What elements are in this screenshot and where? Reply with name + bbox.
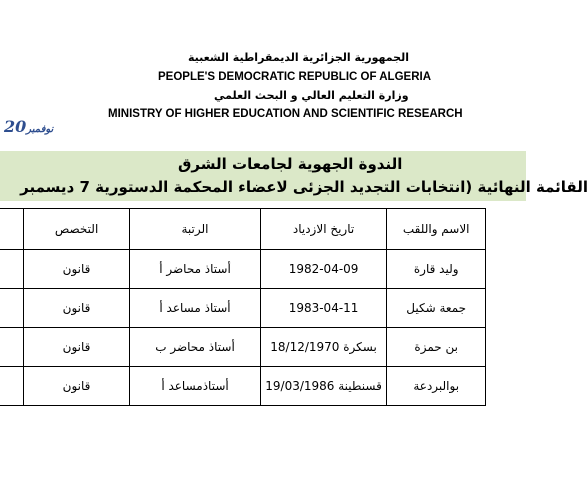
cell-name: بن حمزة bbox=[387, 328, 486, 367]
table-header-row bbox=[0, 209, 486, 250]
header-specialty: التخصص bbox=[23, 209, 130, 250]
republic-title-arabic: الجمهورية الجزائرية الديمقراطية الشعبية bbox=[188, 51, 409, 64]
cell-specialty: قانون bbox=[23, 328, 130, 367]
table-row bbox=[0, 367, 486, 406]
cell-name: بوالبردعة bbox=[387, 367, 486, 406]
cell-birth-date: 1982-04-09 bbox=[260, 250, 387, 289]
cell-name: جمعة شكيل bbox=[387, 289, 486, 328]
cell-specialty: قانون bbox=[23, 367, 130, 406]
ministry-title-arabic: وزارة التعليم العالي و البحث العلمي bbox=[214, 89, 409, 102]
cell-specialty: قانون bbox=[23, 289, 130, 328]
cell-birth-date: بسكرة 18/12/1970 bbox=[260, 328, 387, 367]
banner-title-line2: القائمة النهائية (انتخابات التجديد الجزئى لاعضاء المحكمة الدستورية 7 ديسمبر bbox=[20, 178, 588, 196]
table-row bbox=[0, 289, 486, 328]
header-name: الاسم واللقب bbox=[387, 209, 486, 250]
cell-rank: أستاذمساعد أ bbox=[130, 367, 260, 406]
table-row bbox=[0, 250, 486, 289]
cell-name: وليد قارة bbox=[387, 250, 486, 289]
cell-extra bbox=[0, 367, 23, 406]
date-day: 20 bbox=[4, 117, 27, 136]
header-extra bbox=[0, 209, 23, 250]
banner-title-line1: الندوة الجهوية لجامعات الشرق bbox=[178, 155, 403, 173]
date-month: نوفمبر bbox=[26, 124, 54, 135]
cell-rank: أستاذ محاضر أ bbox=[130, 250, 260, 289]
cell-birth-date: 1983-04-11 bbox=[260, 289, 387, 328]
ministry-title-english: MINISTRY OF HIGHER EDUCATION AND SCIENTIFIC RESEARCH bbox=[108, 108, 463, 120]
date-fragment bbox=[0, 117, 53, 136]
cell-extra bbox=[0, 250, 23, 289]
title-banner bbox=[0, 151, 588, 201]
cell-rank: أستاذ مساعد أ bbox=[130, 289, 260, 328]
table-row bbox=[0, 328, 486, 367]
candidates-table bbox=[0, 208, 486, 406]
cell-birth-date: قسنطينة 19/03/1986 bbox=[260, 367, 387, 406]
cell-extra bbox=[0, 328, 23, 367]
cell-extra bbox=[0, 289, 23, 328]
cell-rank: أستاذ محاضر ب bbox=[130, 328, 260, 367]
cell-specialty: قانون bbox=[23, 250, 130, 289]
republic-title-english: PEOPLE'S DEMOCRATIC REPUBLIC OF ALGERIA bbox=[158, 71, 431, 83]
header-birth-date: تاريخ الازدياد bbox=[260, 209, 387, 250]
header-rank: الرتبة bbox=[130, 209, 260, 250]
